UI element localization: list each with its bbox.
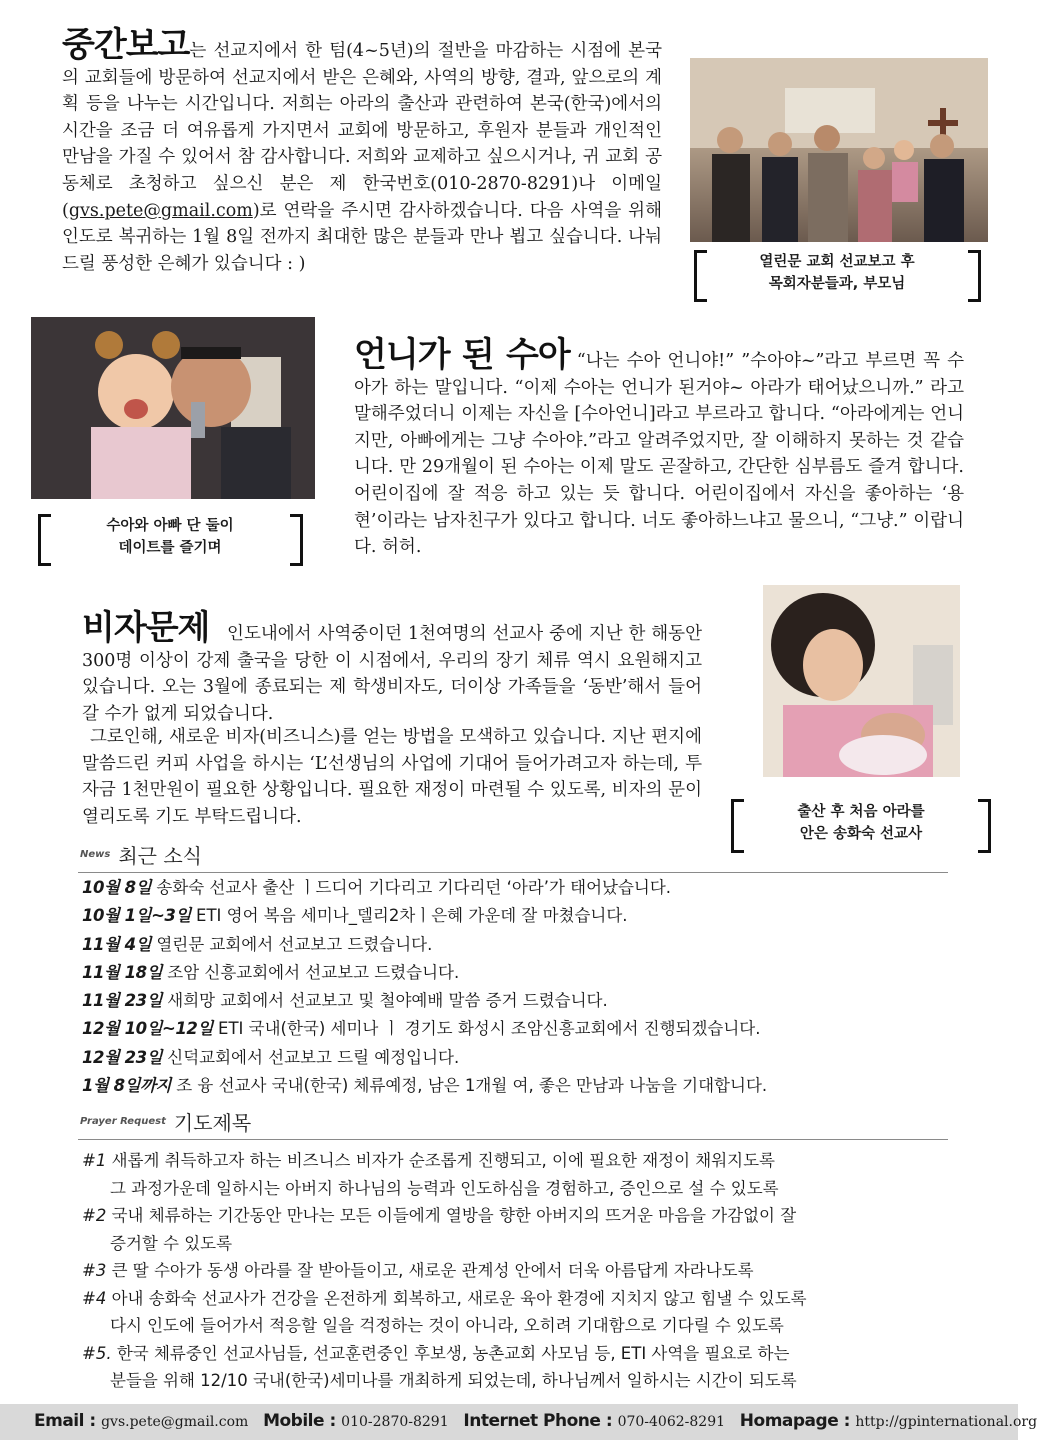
sister-paragraph [354, 335, 964, 561]
footer-homepage-link[interactable]: http://gpinternational.org [855, 1414, 1038, 1430]
news-divider [78, 872, 948, 873]
mother-baby-illustration [763, 585, 960, 777]
news-item [82, 1044, 962, 1072]
prayer-number: #3 [82, 1261, 107, 1280]
footer-email-link[interactable]: gvs.pete@gmail.com [101, 1414, 249, 1430]
news-text: 송화숙 선교사 출산 ㅣ드디어 기다리고 기다리던 ‘아라’가 태어났습니다. [151, 878, 672, 897]
prayer-text-cont: 증거할 수 있도록 [110, 1233, 233, 1253]
visa-body-2: 그로인해, 새로운 비자(비즈니스)를 얻는 방법을 모색하고 있습니다. 지난 편지에 말씀드린 커피 사업을 하시는 ‘L’선생님의 사업에 기대어 들어가려고자 하는데, 투자금 1천만원이 필요한 상황입니다. 필요한 재정이 마련될 수 있도록, 비자의 문이 열리도록 기도 부탁드립니다. [82, 727, 702, 827]
suah-photo-caption [50, 515, 290, 559]
interim-report-body: 는 선교지에서 한 텀(4~5년)의 절반을 마감하는 시점에 본국의 교회들에 방문하여 선교지에서 받은 은혜와, 사역의 방향, 결과, 앞으로의 계획 등을 나누는 시간입니다. 저희는 아라의 출산과 관련하여 본국(한국)에서의 시간을 조금 더 여유롭게 가지면서 교회에 방문하고, 후원자 분들과 개인적인 만남을 가질 수 있어서 참 감사합니다. 저희와 교제하고 싶으시거나, 귀 교회 공동체로 초청하고 싶으신 분은 제 한국번호(010-2870-8291)나 이메일( [62, 41, 662, 221]
prayer-item [82, 1257, 962, 1285]
church-group-illustration [690, 58, 988, 242]
news-heading-en: News [80, 849, 111, 860]
news-text: 열린문 교회에서 선교보고 드렸습니다. [151, 934, 433, 954]
news-date: 11월 18일 [82, 962, 163, 982]
news-date: 10월 8일 [82, 878, 152, 897]
news-item [82, 1072, 962, 1100]
news-text: 새희망 교회에서 선교보고 및 철야예배 말씀 증거 드렸습니다. [162, 991, 608, 1011]
visa-paragraph-2 [82, 724, 702, 830]
prayer-item [82, 1285, 962, 1340]
news-date: 11월 4일 [82, 934, 152, 954]
prayer-text: 큰 딸 수아가 동생 아라를 잘 받아들이고, 새로운 관계성 안에서 더욱 아름답게 자라나도록 [106, 1261, 754, 1280]
prayer-heading-en: Prayer Request [80, 1116, 166, 1127]
news-text: ETI 국내(한국) 세미나 ㅣ 경기도 화성시 조암신흥교회에서 진행되겠습니다. [212, 1019, 761, 1039]
footer-phone: 070-4062-8291 [617, 1414, 726, 1430]
footer-mobile: 010-2870-8291 [341, 1414, 449, 1430]
prayer-item [82, 1202, 962, 1257]
prayer-number: #1 [82, 1151, 107, 1170]
contact-line [34, 1411, 1047, 1431]
prayer-number: #4 [82, 1288, 107, 1308]
news-text: 신덕교회에서 선교보고 드릴 예정입니다. [162, 1047, 460, 1067]
prayer-heading [80, 1107, 251, 1136]
interim-report-paragraph [62, 25, 662, 277]
homepage-label: Homapage : [739, 1411, 856, 1431]
news-date: 12월 23일 [82, 1047, 163, 1067]
prayer-list [82, 1147, 962, 1395]
interim-report-body-end: )로 연락을 주시면 감사하겠습니다. 다음 사역을 위해 인도로 복귀하는 1월 8일 전까지 최대한 많은 분들과 만나 뵙고 싶습니다. 나눠드릴 풍성한 은혜가 있습니다 : ) [62, 200, 662, 274]
prayer-number: #2 [82, 1206, 107, 1225]
suah-selfie-illustration [31, 317, 315, 499]
prayer-item [82, 1340, 962, 1395]
visa-title: 비자문제 [82, 608, 210, 648]
prayer-text-cont: 다시 인도에 들어가서 적응할 일을 걱정하는 것이 아니라, 오히려 기대함으로 기다릴 수 있도록 [110, 1316, 784, 1335]
news-heading-ko: 최근 소식 [118, 844, 202, 868]
news-item [82, 959, 962, 987]
caption-bracket-right [968, 250, 981, 302]
prayer-text: 새롭게 취득하고자 하는 비즈니스 비자가 순조롭게 진행되고, 이에 필요한 재정이 채워지도록 [106, 1151, 775, 1170]
news-text: ETI 영어 복음 세미나_델리2차ㅣ은혜 가운데 잘 마쳤습니다. [190, 906, 628, 926]
caption-bracket-left [731, 799, 744, 853]
interim-report-title: 중간보고 [62, 25, 190, 65]
church-photo-caption [706, 251, 968, 295]
news-text: 조 융 선교사 국내(한국) 체류예정, 남은 1개월 여, 좋은 만남과 나눔을 기대합니다. [170, 1076, 768, 1096]
interim-report-email-link[interactable]: gvs.pete@gmail.com [68, 200, 253, 221]
prayer-divider [78, 1139, 948, 1140]
news-date: 10월 1일~3일 [82, 906, 191, 926]
prayer-text-cont: 분들을 위해 12/10 국내(한국)세미나를 개최하게 되었는데, 하나님께서 일하시는 시간이 되도록 [110, 1371, 797, 1390]
news-text: 조암 신흥교회에서 선교보고 드렸습니다. [162, 962, 460, 982]
news-date: 11월 23일 [82, 991, 163, 1011]
mother-photo-caption-line2: 안은 송화숙 선교사 [799, 826, 923, 842]
mother-baby-photo [763, 585, 960, 777]
church-group-photo [690, 58, 988, 242]
phone-label: Internet Phone : [463, 1411, 618, 1431]
prayer-number: #5. [82, 1343, 112, 1363]
prayer-text: 국내 체류하는 기간동안 만나는 모든 이들에게 열방을 향한 아버지의 뜨거운 마음을 가감없이 잘 [106, 1206, 797, 1225]
news-item [82, 1015, 962, 1043]
news-date: 12월 10일~12일 [82, 1019, 213, 1039]
news-item [82, 874, 962, 902]
prayer-heading-ko: 기도제목 [173, 1111, 252, 1135]
suah-photo-caption-line2: 데이트를 즐기며 [118, 540, 222, 556]
news-date: 1월 8일까지 [82, 1076, 171, 1096]
mobile-label: Mobile : [263, 1411, 342, 1431]
sister-body: “나는 수아 언니야!” ”수아야~”라고 부르면 꼭 수아가 하는 말입니다. “이제 수아는 언니가 된거야~ 아라가 태어났으니까.” 라고 말해주었더니 이제는 자신을 [수아언니]라고 부르라고 합니다. “아라에게는 언니지만, 아빠에게는 그냥 수아야.”라고 알려주었지만, 잘 이해하지 못하는 것 같습니다. 만 29개월이 된 수아는 이제 말도 곧잘하고, 간단한 심부름도 즐겨 합니다. 어린이집에 잘 적응 하고 있는 듯 합니다. 어린이집에서 자신을 좋아하는 ‘용현’이라는 남자친구가 있다고 합니다. 너도 좋아하느냐고 물으니, “그냥.” 이랍니다. 허허. [354, 351, 964, 558]
news-heading [80, 840, 202, 869]
visa-body: 인도내에서 사역중이던 1천여명의 선교사 중에 지난 한 해동안 300명 이상이 강제 출국을 당한 이 시점에서, 우리의 장기 체류 역시 요원해지고 있습니다. 오는 3월에 종료되는 제 학생비자도, 더이상 가족들을 ‘동반’해서 들어갈 수가 없게 되었습니다. [82, 624, 702, 724]
news-item [82, 987, 962, 1015]
news-item [82, 931, 962, 959]
mother-photo-caption-line1: 출산 후 처음 아라를 [797, 804, 925, 820]
church-photo-caption-line1: 열린문 교회 선교보고 후 [759, 254, 915, 270]
mother-photo-caption [744, 801, 978, 845]
news-list [82, 874, 962, 1100]
caption-bracket-right [978, 799, 991, 853]
caption-bracket-right [290, 514, 303, 566]
email-label: Email : [34, 1411, 102, 1431]
visa-paragraph [82, 608, 702, 727]
news-item [82, 902, 962, 930]
prayer-text: 아내 송화숙 선교사가 건강을 온전하게 회복하고, 새로운 육아 환경에 지치지 않고 힘낼 수 있도록 [106, 1288, 807, 1308]
contact-footer [0, 1404, 1038, 1440]
suah-photo-caption-line1: 수아와 아빠 단 둘이 [106, 518, 234, 534]
prayer-text: 한국 체류중인 선교사님들, 선교훈련중인 후보생, 농촌교회 사모님 등, ETI 사역을 필요로 하는 [111, 1343, 790, 1363]
sister-title: 언니가 된 수아 [354, 335, 570, 375]
suah-selfie-photo [31, 317, 315, 499]
prayer-text-cont: 그 과정가운데 일하시는 아버지 하나님의 능력과 인도하심을 경험하고, 증인으로 설 수 있도록 [110, 1178, 779, 1198]
prayer-item [82, 1147, 962, 1202]
church-photo-caption-line2: 목회자분들과, 부모님 [768, 276, 906, 292]
